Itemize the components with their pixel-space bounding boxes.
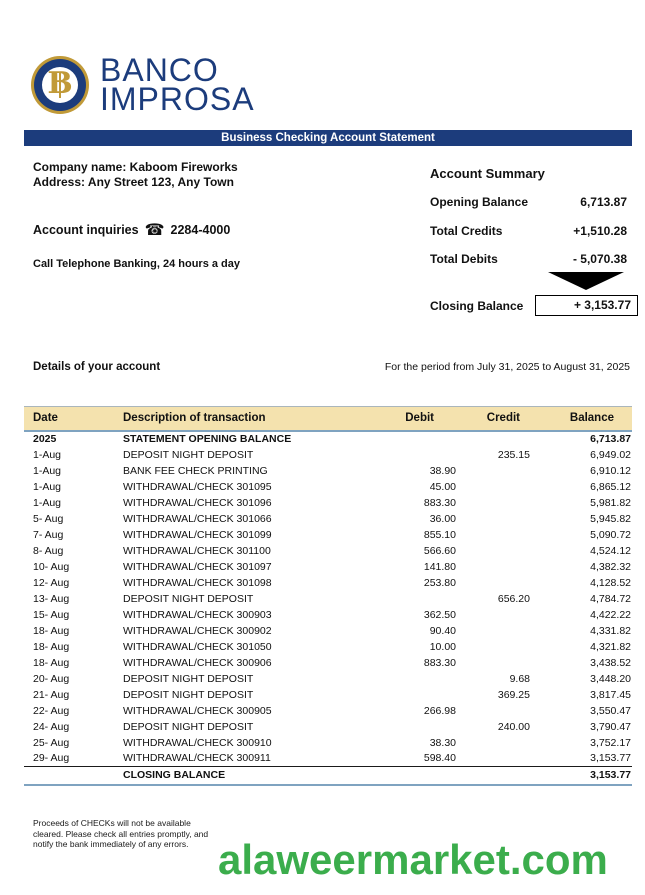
summary-row-debits	[430, 252, 633, 266]
cell-credit	[456, 767, 530, 785]
cell-desc: STATEMENT OPENING BALANCE	[123, 433, 292, 445]
account-inquiries	[33, 222, 230, 238]
cell-credit	[456, 703, 530, 719]
cell-debit: 45.00	[429, 480, 456, 493]
table-header-row	[24, 407, 632, 431]
cell-credit: 235.15	[497, 448, 530, 461]
table-row	[24, 655, 632, 671]
cell-balance: 4,128.52	[590, 576, 631, 589]
details-header	[33, 361, 630, 373]
total-debits-label: Total Debits	[430, 252, 498, 266]
cell-credit: 9.68	[509, 672, 530, 685]
cell-desc: DEPOSIT NIGHT DEPOSIT	[123, 688, 254, 701]
footer-note	[33, 818, 208, 850]
transactions-table	[24, 406, 632, 786]
cell-debit: 266.98	[423, 704, 456, 717]
bank-name-line2: IMPROSA	[100, 81, 255, 117]
cell-desc: WITHDRAWAL/CHECK 300906	[123, 656, 272, 669]
cell-desc: DEPOSIT NIGHT DEPOSIT	[123, 592, 254, 605]
cell-balance: 4,331.82	[590, 624, 631, 637]
cell-date: 18- Aug	[33, 656, 70, 669]
cell-desc: DEPOSIT NIGHT DEPOSIT	[123, 720, 254, 733]
table-row	[24, 447, 632, 463]
cell-desc: WITHDRAWAL/CHECK 301097	[123, 560, 272, 573]
cell-desc: BANK FEE CHECK PRINTING	[123, 464, 268, 477]
cell-balance: 3,817.45	[590, 688, 631, 701]
cell-balance: 3,448.20	[590, 672, 631, 685]
cell-desc: WITHDRAWAL/CHECK 300902	[123, 624, 272, 637]
cell-balance: 5,945.82	[590, 512, 631, 525]
cell-balance: 5,981.82	[590, 496, 631, 509]
table-row	[24, 719, 632, 735]
summary-row-opening	[430, 195, 633, 209]
cell-credit	[456, 623, 530, 639]
telephone-banking-note: Call Telephone Banking, 24 hours a day	[33, 258, 241, 270]
cell-debit	[380, 671, 456, 687]
cell-date: 12- Aug	[33, 576, 70, 589]
cell-date: 21- Aug	[33, 688, 70, 701]
cell-balance: 6,910.12	[590, 464, 631, 477]
account-summary	[430, 166, 633, 313]
cell-desc: WITHDRAWAL/CHECK 301066	[123, 512, 272, 525]
table-row	[24, 511, 632, 527]
cell-debit: 90.40	[429, 624, 456, 637]
arrow-down-icon	[548, 272, 624, 290]
cell-desc: DEPOSIT NIGHT DEPOSIT	[123, 672, 254, 685]
cell-balance: 3,438.52	[590, 656, 631, 669]
cell-date: 22- Aug	[33, 704, 70, 717]
bank-logo-icon	[31, 56, 89, 114]
cell-credit	[456, 543, 530, 559]
cell-balance: 4,784.72	[590, 592, 631, 605]
cell-desc: WITHDRAWAL/CHECK 301096	[123, 496, 272, 509]
total-credits-label: Total Credits	[430, 224, 503, 238]
cell-desc: WITHDRAWAL/CHECK 300903	[123, 608, 272, 621]
cell-credit	[456, 575, 530, 591]
cell-balance: 3,153.77	[590, 752, 631, 765]
total-debits-value: - 5,070.38	[572, 252, 627, 266]
cell-debit: 855.10	[423, 528, 456, 541]
table-row	[24, 687, 632, 703]
cell-debit: 883.30	[423, 656, 456, 669]
table-row	[24, 575, 632, 591]
cell-date: 1-Aug	[33, 448, 62, 461]
cell-balance: 5,090.72	[590, 528, 631, 541]
account-inquiries-label: Account inquiries	[33, 223, 139, 237]
cell-date: 13- Aug	[33, 592, 70, 605]
cell-date: 5- Aug	[33, 512, 64, 525]
account-summary-title: Account Summary	[430, 166, 545, 181]
cell-date: 29- Aug	[33, 752, 70, 765]
cell-date: 20- Aug	[33, 672, 70, 685]
cell-debit: 36.00	[429, 512, 456, 525]
cell-date: 7- Aug	[33, 528, 64, 541]
cell-debit: 883.30	[423, 496, 456, 509]
table-row	[24, 639, 632, 655]
cell-credit	[456, 495, 530, 511]
table-row	[24, 735, 632, 751]
opening-balance-value: 6,713.87	[580, 195, 627, 209]
table-row	[24, 543, 632, 559]
telephone-icon: ☎	[144, 220, 165, 239]
logo-inner-circle	[42, 67, 78, 103]
cell-credit: 656.20	[497, 592, 530, 605]
table-row	[24, 671, 632, 687]
cell-desc: WITHDRAWAL/CHECK 301050	[123, 640, 272, 653]
cell-debit: 141.80	[423, 560, 456, 573]
cell-credit	[456, 431, 530, 447]
cell-date: 18- Aug	[33, 624, 70, 637]
cell-date: 25- Aug	[33, 736, 70, 749]
cell-balance: 3,550.47	[590, 704, 631, 717]
table-row	[24, 607, 632, 623]
cell-credit: 369.25	[497, 688, 530, 701]
total-credits-value: +1,510.28	[573, 224, 627, 238]
cell-desc: WITHDRAWAL/CHECK 301095	[123, 480, 272, 493]
cell-balance: 6,949.02	[590, 448, 631, 461]
cell-date: 10- Aug	[33, 560, 70, 573]
cell-debit: 38.90	[429, 464, 456, 477]
footer-note-line1: Proceeds of CHECKs will not be available	[33, 818, 191, 828]
cell-debit	[380, 431, 456, 447]
opening-balance-label: Opening Balance	[430, 195, 529, 209]
header-credit: Credit	[456, 407, 530, 431]
cell-date: 1-Aug	[33, 496, 62, 509]
cell-date: 1-Aug	[33, 464, 62, 477]
cell-desc: WITHDRAWAL/CHECK 301099	[123, 528, 272, 541]
bank-wordmark	[100, 52, 255, 117]
cell-credit	[456, 559, 530, 575]
cell-debit: 566.60	[423, 544, 456, 557]
watermark-text: alaweermarket.com	[218, 836, 608, 883]
cell-debit: 598.40	[423, 752, 456, 765]
cell-date	[24, 767, 120, 785]
cell-balance: 3,153.77	[530, 767, 632, 785]
header-date: Date	[24, 407, 120, 431]
cell-debit	[380, 591, 456, 607]
cell-credit: 240.00	[497, 720, 530, 733]
cell-desc: WITHDRAWAL/CHECK 301098	[123, 576, 272, 589]
cell-balance: 4,321.82	[590, 640, 631, 653]
table-row	[24, 431, 632, 447]
cell-debit: 10.00	[429, 640, 456, 653]
table-row	[24, 527, 632, 543]
statement-title-banner: Business Checking Account Statement	[24, 130, 632, 146]
cell-credit	[456, 479, 530, 495]
cell-balance: 4,382.32	[590, 560, 631, 573]
cell-credit	[456, 527, 530, 543]
cell-debit: 38.30	[429, 736, 456, 749]
account-inquiries-phone: 2284-4000	[170, 223, 231, 237]
table-row	[24, 479, 632, 495]
cell-desc: WITHDRAWAL/CHECK 300910	[123, 736, 272, 749]
header-balance: Balance	[530, 407, 632, 431]
cell-date: 1-Aug	[33, 480, 62, 493]
cell-debit: 362.50	[423, 608, 456, 621]
table-row-closing	[24, 767, 632, 785]
cell-balance: 3,752.17	[590, 736, 631, 749]
summary-row-credits	[430, 224, 633, 238]
details-title: Details of your account	[33, 361, 161, 373]
table-row	[24, 559, 632, 575]
cell-debit	[380, 447, 456, 463]
cell-balance: 4,422.22	[590, 608, 631, 621]
statement-period: For the period from July 31, 2025 to August 31, 2025	[384, 361, 630, 373]
cell-date: 8- Aug	[33, 544, 64, 557]
cell-desc: WITHDRAWAL/CHECK 301100	[123, 544, 271, 557]
cell-desc: CLOSING BALANCE	[120, 767, 380, 785]
table-row	[24, 703, 632, 719]
bank-name-line1: BANCO	[100, 52, 219, 88]
table-row	[24, 463, 632, 479]
cell-debit	[380, 719, 456, 735]
company-name-line: Company name: Kaboom Fireworks	[33, 160, 238, 174]
company-address-line: Address: Any Street 123, Any Town	[33, 175, 234, 189]
cell-credit	[456, 463, 530, 479]
cell-desc: WITHDRAWAL/CHECK 300911	[123, 752, 271, 765]
table-row	[24, 751, 632, 767]
cell-date: 15- Aug	[33, 608, 70, 621]
cell-balance: 6,713.87	[590, 433, 631, 445]
table-row	[24, 591, 632, 607]
cell-credit	[456, 751, 530, 767]
company-info	[33, 160, 238, 190]
cell-credit	[456, 607, 530, 623]
logo-letter: B	[47, 66, 73, 101]
header-debit: Debit	[380, 407, 456, 431]
logo-navy-ring	[34, 59, 86, 111]
table-row	[24, 495, 632, 511]
cell-credit	[456, 655, 530, 671]
cell-date: 18- Aug	[33, 640, 70, 653]
cell-desc: WITHDRAWAL/CHECK 300905	[123, 704, 272, 717]
cell-credit	[456, 639, 530, 655]
header-description: Description of transaction	[120, 407, 380, 431]
table-row	[24, 623, 632, 639]
cell-balance: 3,790.47	[590, 720, 631, 733]
cell-credit	[456, 511, 530, 527]
closing-balance-row	[430, 295, 638, 316]
cell-debit: 253.80	[423, 576, 456, 589]
cell-balance: 4,524.12	[590, 544, 631, 557]
footer-note-line2: cleared. Please check all entries promptly, and	[33, 828, 209, 839]
footer-note-line3: notify the bank immediately of any errors.	[33, 839, 189, 849]
closing-balance-box: + 3,153.77	[535, 295, 638, 316]
cell-date: 24- Aug	[33, 720, 70, 733]
closing-balance-label: Closing Balance	[430, 298, 524, 313]
cell-desc: DEPOSIT NIGHT DEPOSIT	[123, 448, 254, 461]
cell-debit	[380, 687, 456, 703]
cell-credit	[456, 735, 530, 751]
cell-balance: 6,865.12	[590, 480, 631, 493]
cell-debit	[380, 767, 456, 785]
cell-date: 2025	[33, 433, 57, 445]
